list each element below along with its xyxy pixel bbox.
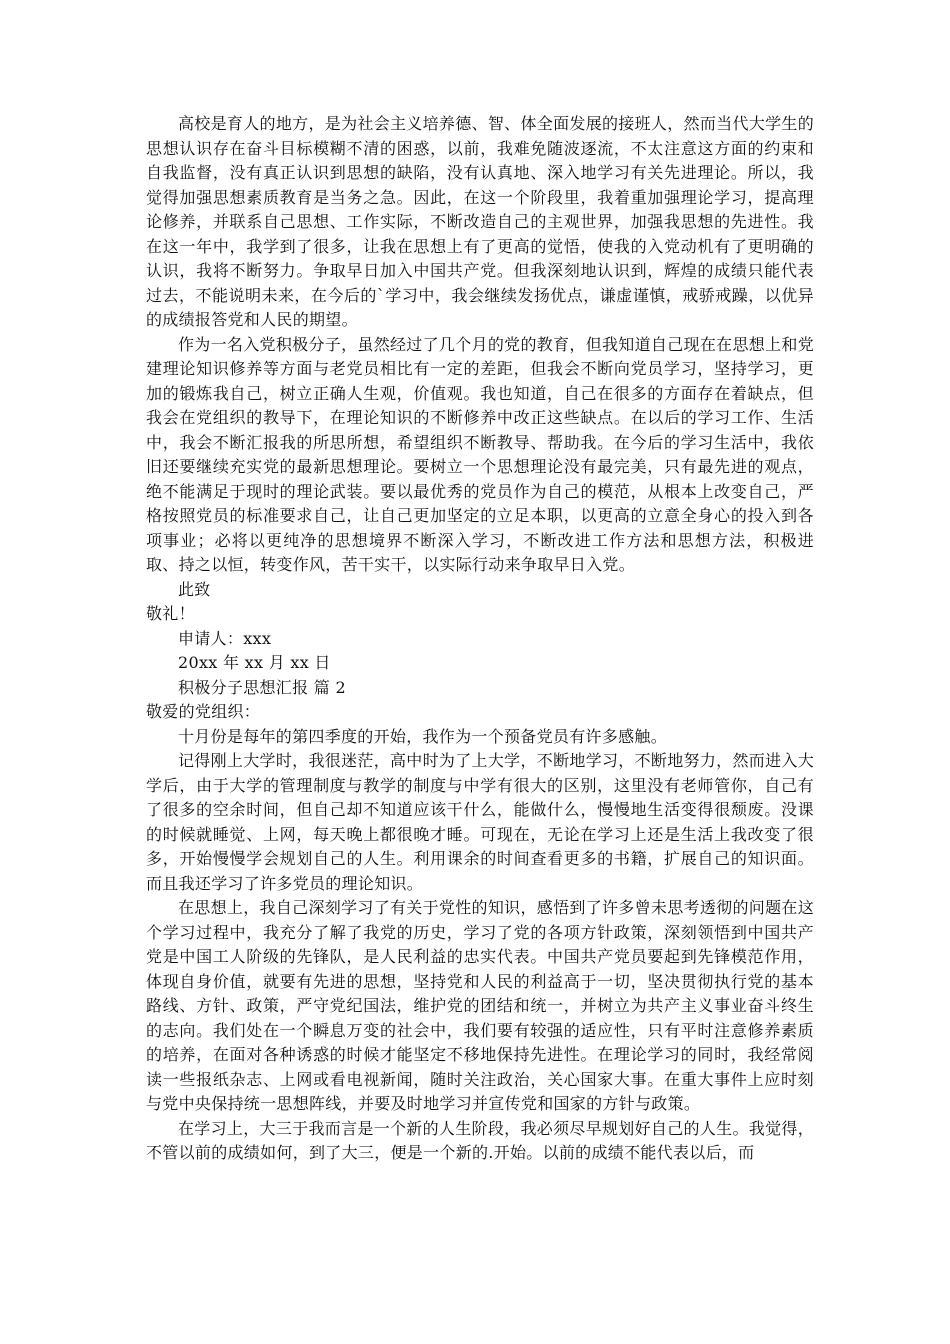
paragraph-4: 记得刚上大学时，我很迷茫，高中时为了上大学，不断地学习，不断地努力，然而进入大学后，由于大学的管理制度与教学的制度与中学有很大的区别，这里没有老师管你，自己有了很多的空余时间，但自己却不知道应该干什么，能做什么，慢慢地生活变得很颓废。没课的时候就睡觉、上网，每天晚上都很晚才睡。可现在，无论在学习上还是生活上我改变了很多，开始慢慢学会规划自己的人生。利用课余的时间查看更多的书籍，扩展自己的知识面。而且我还学习了许多党员的理论知识。 bbox=[146, 751, 814, 893]
paragraph-3: 十月份是每年的第四季度的开始，我作为一个预备党员有许多感触。 bbox=[178, 726, 668, 746]
paragraph-5: 在思想上，我自己深刻学习了有关于党性的知识，感悟到了许多曾未思考透彻的问题在这个学习过程中，我充分了解了我党的历史，学习了党的各项方针政策，深刻领悟到中国共产党是中国工人阶级的先锋队，是人民利益的忠实代表。中国共产党员要起到先锋模范作用，体现自身价值，就要有先进的思想，坚持党和人民的利益高于一切，坚决贯彻执行党的基本路线、方针、政策，严守党纪国法，维护党的团结和统一，并树立为共产主义事业奋斗终生的志向。我们处在一个瞬息万变的社会中，我们要有较强的适应性，只有平时注意修养素质的培养，在面对各种诱惑的时候才能坚定不移地保持先进性。在理论学习的同时，我经常阅读一些报纸杂志、上网或看电视新闻，随时关注政治，关心国家大事。在重大事件上应时刻与党中央保持统一思想阵线，并要及时地学习并宣传党和国家的方针与政策。 bbox=[146, 898, 814, 1113]
paragraph-2: 作为一名入党积极分子，虽然经过了几个月的党的教育，但我知道自己现在在思想上和党建理论知识修养等方面与老党员相比有一定的差距，但我会不断向党员学习，坚持学习，更加的锻炼我自己，树立正确人生观，价值观。我也知道，自己在很多的方面存在着缺点，但我会在党组织的教导下，在理论知识的不断修养中改正这些缺点。在以后的学习工作、生活中，我会不断汇报我的所思所想，希望组织不断教导、帮助我。在今后的学习生活中，我依旧还要继续充实党的最新思想理论。要树立一个思想理论没有最完美，只有最先进的观点，绝不能满足于现时的理论武装。要以最优秀的党员作为自己的模范，从根本上改变自己，严格按照党员的标准要求自己，让自己更加坚定的立足本职，以更高的立意全身心的投入到各项事业；必将以更纯净的思想境界不断深入学习，不断改进工作方法和思想方法，积极进取、持之以恒，转变作风，苦干实干，以实际行动来争取早日入党。 bbox=[146, 334, 814, 574]
closing-line: 此致 bbox=[178, 579, 211, 599]
greeting-line: 敬爱的党组织： bbox=[146, 702, 261, 721]
section-title: 积极分子思想汇报 篇 2 bbox=[178, 677, 346, 697]
paragraph-1: 高校是育人的地方，是为社会主义培养德、智、体全面发展的接班人，然而当代大学生的思想认识存在奋斗目标模糊不清的困惑，以前，我难免随波逐流，不太注意这方面的约束和自我监督，没有真正认识到思想的缺陷，没有认真地、深入地学习有关先进理论。所以，我觉得加强思想素质教育是当务之急。因此，在这一个阶段里，我着重加强理论学习，提高理论修养，并联系自己思想、工作实际，不断改造自己的主观世界，加强我思想的先进性。我在这一年中，我学到了很多，让我在思想上有了更高的觉悟，使我的入党动机有了更明确的认识，我将不断努力。争取早日加入中国共产党。但我深刻地认识到，辉煌的成绩只能代表过去，不能说明未来，在今后的`学习中，我会继续发扬优点，谦虚谨慎，戒骄戒躁，以优异的成绩报答党和人民的期望。 bbox=[146, 114, 814, 329]
document-page bbox=[146, 112, 814, 1166]
date-line: 20xx 年 xx 月 xx 日 bbox=[178, 653, 331, 672]
salute-line: 敬礼！ bbox=[146, 604, 195, 623]
paragraph-6: 在学习上，大三于我而言是一个新的人生阶段，我必须尽早规划好自己的人生。我觉得，不管以前的成绩如何，到了大三，便是一个新的.开始。以前的成绩不能代表以后，而 bbox=[146, 1118, 814, 1162]
applicant-line: 申请人：xxx bbox=[178, 628, 272, 648]
